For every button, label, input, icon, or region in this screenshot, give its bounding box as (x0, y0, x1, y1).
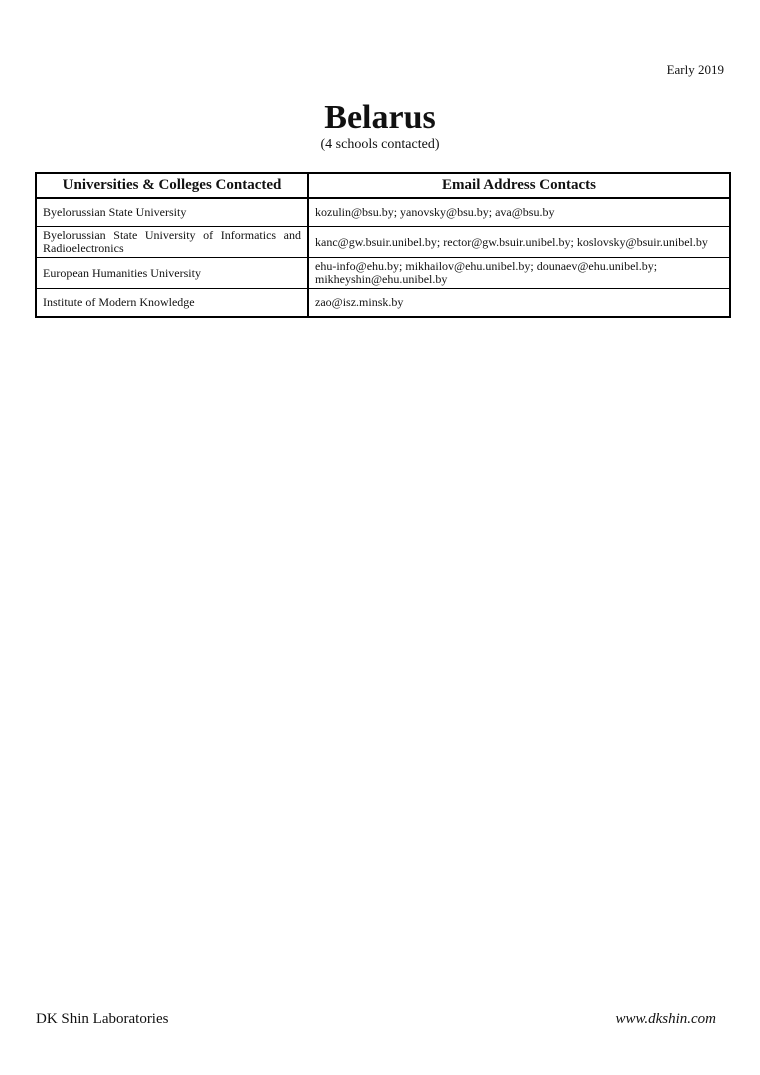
email-contacts: ehu-info@ehu.by; mikhailov@ehu.unibel.by; dounaev@ehu.unibel.by; mikheyshin@ehu.unibel.by (308, 258, 730, 289)
school-name: Byelorussian State University of Informatics and Radioelectronics (36, 227, 308, 258)
table-row (36, 289, 730, 318)
school-name: European Humanities University (36, 258, 308, 289)
email-contacts: kanc@gw.bsuir.unibel.by; rector@gw.bsuir.unibel.by; koslovsky@bsuir.unibel.by (308, 227, 730, 258)
table-row (36, 198, 730, 227)
email-contacts: zao@isz.minsk.by (308, 289, 730, 318)
document-date: Early 2019 (666, 62, 724, 77)
contacts-table (35, 172, 731, 318)
column-header-schools: Universities & Colleges Contacted (36, 173, 308, 198)
footer-organization: DK Shin Laboratories (36, 1011, 169, 1027)
footer-website-link[interactable]: www.dkshin.com (615, 1011, 716, 1027)
column-header-emails: Email Address Contacts (308, 173, 730, 198)
table-row (36, 258, 730, 289)
email-contacts: kozulin@bsu.by; yanovsky@bsu.by; ava@bsu.by (308, 198, 730, 227)
page-subtitle: (4 schools contacted) (320, 137, 440, 152)
school-name: Byelorussian State University (36, 198, 308, 227)
table-row (36, 227, 730, 258)
page-title: Belarus (324, 99, 436, 136)
table-header-row (36, 173, 730, 198)
school-name: Institute of Modern Knowledge (36, 289, 308, 318)
